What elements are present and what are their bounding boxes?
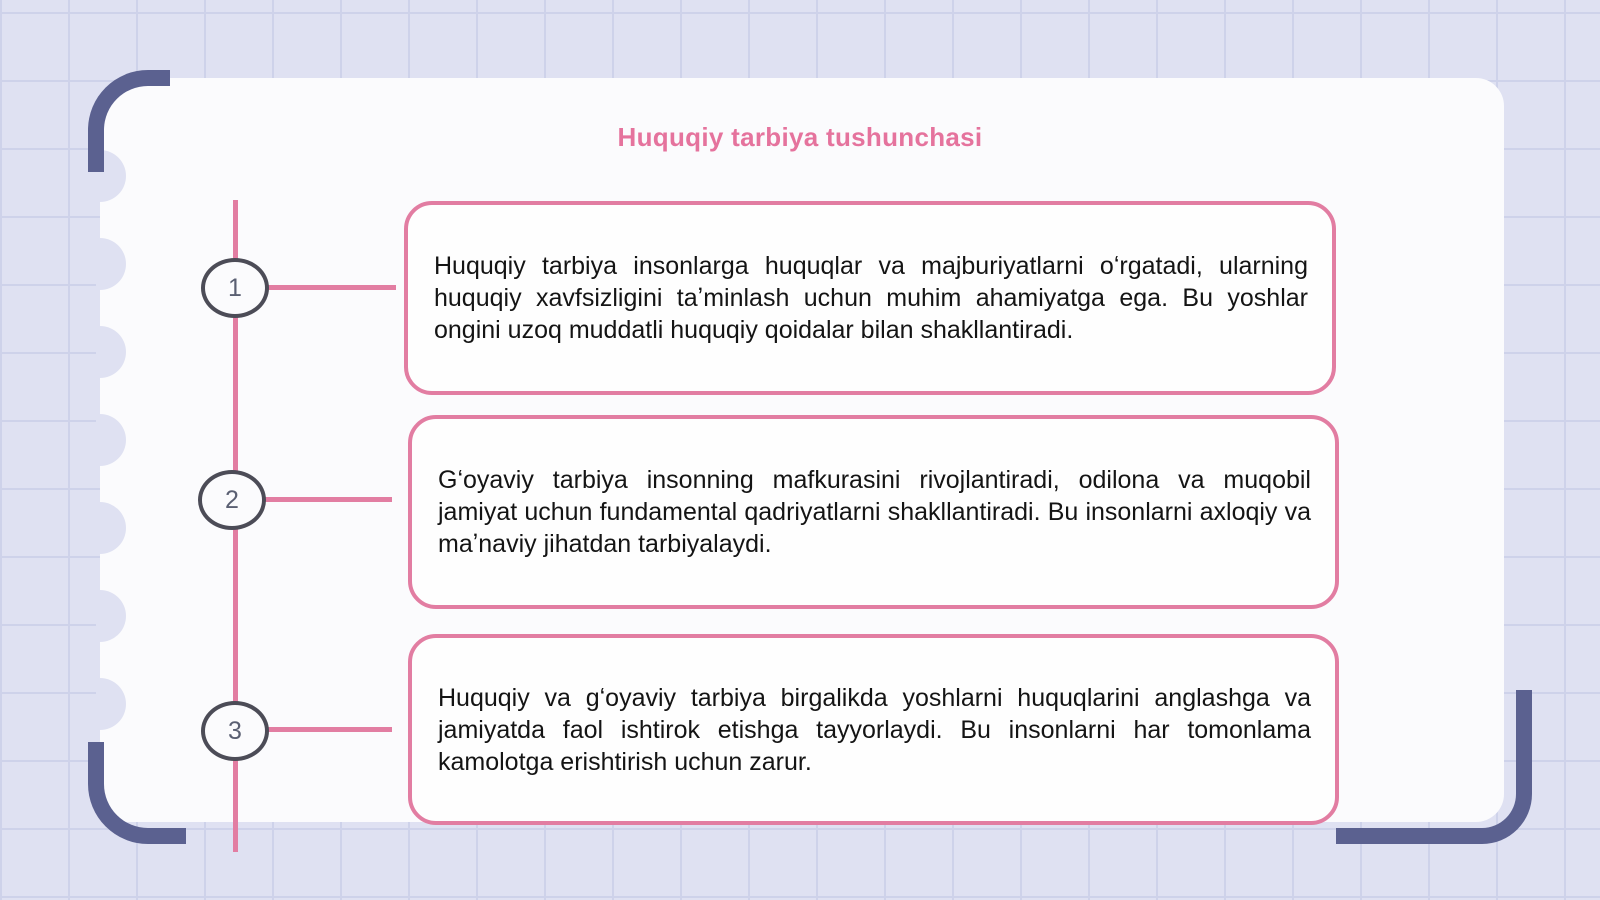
- corner-bracket-bottom-right: [1336, 690, 1532, 844]
- timeline-card-text: Huquqiy va gʻoyaviy tarbiya birgalikda yoshlarni huquqlarini anglashga va jamiyatda faol ishtirok etishga tayyorlaydi. Bu insonlarni har tomonlama kamolotga erishtirish uchun zarur.: [438, 683, 1311, 776]
- timeline-card-text: Huquqiy tarbiya insonlarga huquqlar va majburiyatlarni oʻrgatadi, ularning huquqiy xavfsizligini taʼminlash uchun muhim ahamiyatga ega. Bu yoshlar ongini uzoq muddatli huquqiy qoidalar bilan shakllantiradi.: [434, 252, 1308, 344]
- timeline-marker-3: 3: [201, 701, 269, 761]
- corner-bracket-top-left: [88, 70, 170, 172]
- timeline-connector-1: [268, 285, 396, 290]
- timeline-marker-2: 2: [198, 470, 266, 530]
- timeline-marker-1: 1: [201, 258, 269, 318]
- timeline-card-3: [408, 634, 1339, 825]
- timeline-card-text: Gʻoyaviy tarbiya insonning mafkurasini rivojlantiradi, odilona va muqobil jamiyat uchun fundamental qadriyatlarni shakllantiradi. Bu insonlarni axloqiy va maʼnaviy jihatdan tarbiyalaydi.: [438, 466, 1311, 558]
- timeline-connector-2: [264, 497, 392, 502]
- timeline-connector-3: [268, 727, 392, 732]
- timeline-card-1: [404, 201, 1336, 395]
- corner-bracket-bottom-left: [88, 742, 186, 844]
- timeline-card-2: [408, 415, 1339, 609]
- slide-title: Huquqiy tarbiya tushunchasi: [617, 122, 983, 152]
